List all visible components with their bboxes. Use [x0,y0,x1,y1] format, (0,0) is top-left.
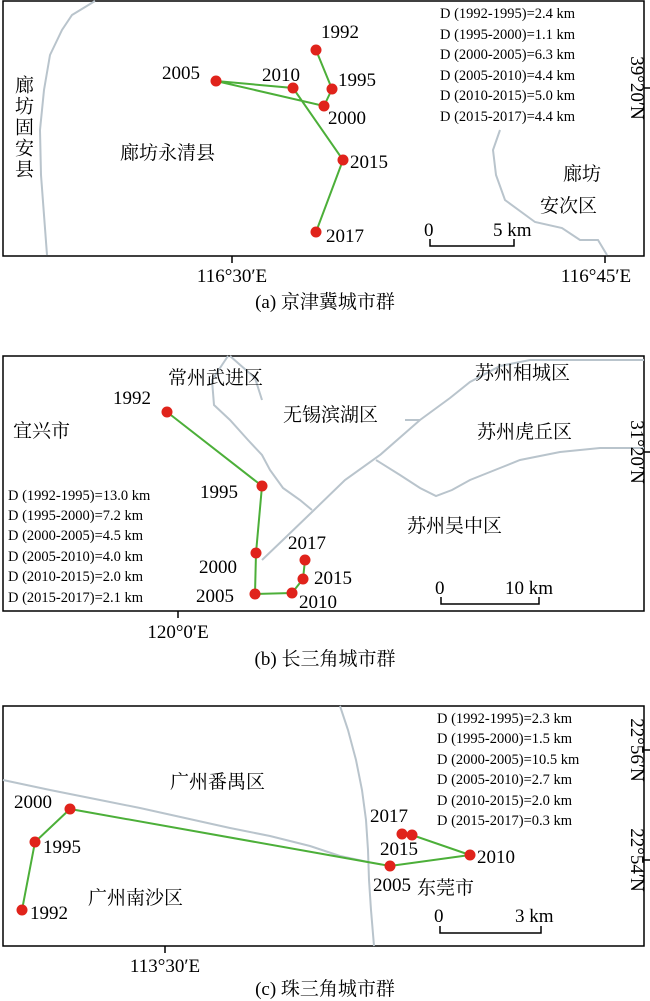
year-label-2017: 2017 [370,806,408,827]
map-panel-a [3,1,650,263]
lon-label-b1: 120°0′E [147,622,209,643]
region-label-nansha: 广州南沙区 [88,887,184,909]
year-label-2015: 2015 [350,152,388,173]
region-label-xiangcheng: 苏州相城区 [475,362,571,384]
distance-entry: D (2005-2010)=4.4 km [440,68,576,84]
year-label-1992: 1992 [113,388,151,409]
distance-entry: D (1992-1995)=2.3 km [437,711,573,727]
distance-entry: D (1995-2000)=1.1 km [440,27,576,43]
point-1992 [17,905,28,916]
year-label-2005: 2005 [162,63,200,84]
caption-a: (a) 京津冀城市群 [255,292,395,313]
map-panel-c [3,706,650,953]
distance-entry: D (2010-2015)=5.0 km [440,88,576,104]
region-label-langfang: 廊坊 [563,163,602,185]
point-2005 [385,861,396,872]
point-1995 [257,481,268,492]
distance-entry: D (1992-1995)=13.0 km [8,488,151,504]
point-2017 [300,555,311,566]
year-label-2000: 2000 [199,557,237,578]
scale-label: 10 km [505,578,554,599]
year-label-2017: 2017 [288,533,326,554]
distance-entry: D (2000-2005)=10.5 km [437,752,580,768]
point-2017 [311,227,322,238]
point-2015 [338,155,349,166]
distance-entry: D (2015-2017)=0.3 km [437,813,573,829]
region-label-anci: 安次区 [540,195,598,217]
point-1995 [30,837,41,848]
year-label-2005: 2005 [196,586,234,607]
lon-label-a1: 116°30′E [196,266,268,287]
lon-label-a2: 116°45′E [560,266,632,287]
year-label-2015: 2015 [380,839,418,860]
scale-zero: 0 [424,220,434,241]
region-label-binhu: 无锡滨湖区 [283,404,379,426]
point-1995 [327,84,338,95]
region-label-wuzhong: 苏州吴中区 [407,515,503,537]
region-label-guan: 廊坊固安县 [12,75,34,180]
distance-entry: D (1995-2000)=1.5 km [437,731,573,747]
year-label-2010: 2010 [299,592,337,613]
year-label-2005: 2005 [373,875,411,896]
region-label-huqiu: 苏州虎丘区 [477,421,573,443]
year-label-2017: 2017 [326,226,364,247]
point-2015 [298,574,309,585]
distance-entry: D (2010-2015)=2.0 km [8,569,144,585]
scale-zero: 0 [434,906,444,927]
year-label-2000: 2000 [328,108,366,129]
year-label-2015: 2015 [314,568,352,589]
year-label-1995: 1995 [338,70,376,91]
region-label-yixing: 宜兴市 [13,420,71,442]
scale-label: 5 km [493,220,532,241]
distance-entry: D (2000-2005)=4.5 km [8,528,144,544]
scale-label: 3 km [515,906,554,927]
region-label-panyu: 广州番禺区 [170,771,266,793]
scale-zero: 0 [435,578,445,599]
year-label-1995: 1995 [43,837,81,858]
point-2017 [397,829,408,840]
lat-label-c2: 22°54′N [626,828,647,892]
point-2000 [251,548,262,559]
point-2005 [250,589,261,600]
point-2005 [211,76,222,87]
region-label-wujin: 常州武进区 [168,367,264,389]
distance-entry: D (2010-2015)=2.0 km [437,793,573,809]
point-1992 [162,407,173,418]
lat-label-a1: 39°20′N [626,56,647,120]
caption-b: (b) 长三角城市群 [254,649,396,670]
year-label-2010: 2010 [262,65,300,86]
region-label-yongqing: 廊坊永清县 [120,142,216,164]
map-panel-b [3,356,650,618]
year-label-2000: 2000 [14,792,52,813]
year-label-2010: 2010 [477,847,515,868]
year-label-1995: 1995 [200,482,238,503]
distance-entry: D (1992-1995)=2.4 km [440,6,576,22]
lon-label-c1: 113°30′E [129,956,201,977]
distance-entry: D (2005-2010)=4.0 km [8,549,144,565]
region-label-dongguan: 东莞市 [417,877,475,899]
caption-c: (c) 珠三角城市群 [255,979,395,1000]
distance-entry: D (2005-2010)=2.7 km [437,772,573,788]
year-label-1992: 1992 [321,22,359,43]
lat-label-c1: 22°56′N [626,718,647,782]
distance-entry: D (2000-2005)=6.3 km [440,47,576,63]
point-2010 [287,588,298,599]
distance-entry: D (2015-2017)=2.1 km [8,590,144,606]
lat-label-b1: 31°20′N [626,420,647,484]
point-1992 [311,45,322,56]
year-label-1992: 1992 [30,903,68,924]
distance-entry: D (2015-2017)=4.4 km [440,109,576,125]
point-2000 [65,804,76,815]
distance-entry: D (1995-2000)=7.2 km [8,508,144,524]
point-2010 [465,850,476,861]
